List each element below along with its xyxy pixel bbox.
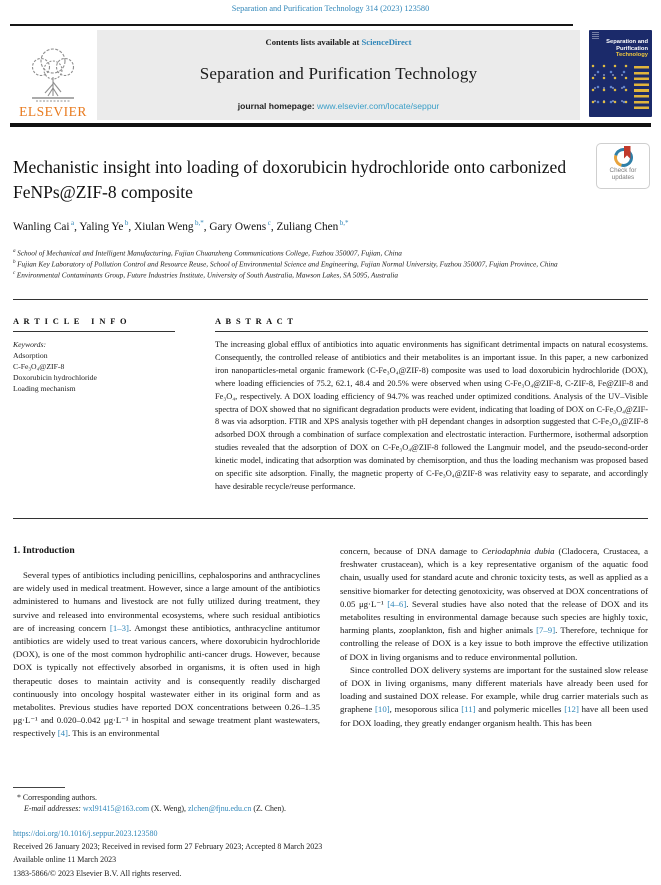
- sciencedirect-link[interactable]: ScienceDirect: [361, 37, 412, 47]
- cover-title-line1: Separation and: [606, 39, 648, 45]
- footer-block: [13, 827, 648, 880]
- cover-title-line3: Technology: [615, 52, 648, 58]
- section-divider: [13, 299, 648, 300]
- doi-link[interactable]: https://doi.org/10.1016/j.seppur.2023.123580: [13, 829, 158, 838]
- contents-prefix-text: Contents lists available at: [265, 37, 362, 47]
- footnote-rule: [13, 787, 65, 788]
- cover-title-line2: Purification: [616, 45, 648, 52]
- journal-title: Separation and Purification Technology: [199, 64, 478, 83]
- intro-left-column: [13, 545, 320, 741]
- journal-cover-thumbnail[interactable]: [589, 30, 652, 117]
- keyword-item: C-Fe₃O₄@ZIF-8: [13, 362, 65, 371]
- article-title: Mechanistic insight into loading of doxorubicin hydrochloride onto carbonized FeNPs@ZIF-8 composite: [13, 157, 567, 202]
- footnote-block: [13, 787, 493, 814]
- intro-paragraph: concern, because of DNA damage to Ceriodaphnia dubia (Cladocera, Crustacea, a freshwater crustacean), which is a key representative organism of the aquatic food chain, usually used for standard acute and chronic toxicity tests, as well as applied as a sensitive biomarker for detecting genotoxicity, was observed at DOX concentrations of 0.05 μg·L⁻¹ [4–6]. Several studies have also noted that the release of DOX and its metabolites resulting in environmental damage because such species are highly toxic, harming plants, zooplankton, fish and higher animals [7–9]. Therefore, technique for controlling the release of DOX is a key issue to both improve the effective utilization of DOX in living organisms and to reduce environmental pollution.: [340, 546, 648, 662]
- intro-paragraph: Since controlled DOX delivery systems are important for the sustained slow release of DOX in living organisms, many different materials have already been used for loading and sustained DOX release. For example, while drug carrier materials such as graphene [10], mesoporous silica [11] and polymeric micelles [12] have all been used for DOX loading, they greatly endanger organism health. This has been: [340, 664, 648, 728]
- page-header-citation: Separation and Purification Technology 314 (2023) 123580: [231, 4, 430, 13]
- received-dates-line: Received 26 January 2023; Received in revised form 27 February 2023; Accepted 8 March 2023: [13, 842, 323, 852]
- keyword-item: Loading mechanism: [13, 384, 76, 393]
- intro-paragraph: Several types of antibiotics including penicillins, cephalosporins and anthracyclines are widely used in medical treatment. However, since a large amount of the antibiotics administered to humans and livestock are not fully utilized during treatment, they survive and released into environmental ecosystems, where such residual antibiotics are of increasing concern [1–3]. Amongst these antibiotics, anthracycline antitumor antibiotics are widely used to treat various cancers, where doxorubicin hydrochloride (DOX), is one of the most common hydrophilic anti-cancer drugs. However, because DOX is typically not effectively absorbed in organisms, it is often used in high therapeutic doses to maintain activity and is consequently readily discharged continuously into oncology hospital wastewater either in its original form and as metabolites. Previous studies have reported DOX concentrations between 0.26–1.35 μg·L⁻¹ and 0.020–0.042 μg·L⁻¹ in hospital and sewage treatment plant wastewaters, respectively [4]. This is an environmental: [13, 570, 320, 739]
- affiliation-text: School of Mechanical and Intelligent Manufacturing, Fujian Chuanzheng Communications College, Fuzhou 350007, Fujian, China: [17, 248, 402, 258]
- abstract-column: [215, 317, 648, 494]
- affiliation-sup: a: [13, 248, 16, 254]
- abstract-heading: A B S T R A C T: [215, 317, 648, 332]
- keyword-item: Doxorubicin hydrochloride: [13, 373, 97, 382]
- homepage-label: journal homepage:: [237, 101, 317, 111]
- header-rule: [10, 24, 573, 26]
- homepage-url-link[interactable]: www.elsevier.com/locate/seppur: [316, 101, 440, 111]
- abstract-text: The increasing global efflux of antibiotics into aquatic environments has significant detrimental impacts on natural ecosystems. Consequently, the controlled release of antibiotics and their metabolites is an important issue. In this paper, a new carbonized iron nanoparticles-metal organic framework (C-Fe₃O₄@ZIF-8) composite was used to load doxorubicin hydrochloride (DOX), where loading efficiencies of 75.2, 62.1, 48.4 and 20.5% were observed when using C-Fe₃O₄@ZIF-8, C-ZIF-8, Fe@ZIF-8 and Fe₃O₄, respectively. A DOX loading efficiency of 94.7% was reached under optimized conditions. Analysis of the UV–Visible spectra of DOX showed that no significant degradation products were evident, indicating that loading of DOX on C-Fe₃O₄@ZIF-8 was via adsorption. FTIR and XPS analysis together with pH dependant changes in adsorption suggested that C-Fe₃O₄@ZIF-8 adsorbed DOX through a combination of surface complexation and electrostatic interaction. Furthermore, isothermal adsorption studies revealed that the adsorption of DOX on C-Fe₃O₄@ZIF-8 followed the Langmuir model, and the pseudo-second-order kinetic model, indicating that adsorption was dominated by chemisorption, and thus the loading mechanism was proposed based on specific site adsorption. Finally, the magnetic property of C-Fe₃O₄@ZIF-8 was relativity easy to separate, and accordingly have desirable recycle/reuse performance.: [215, 340, 648, 491]
- elsevier-logo[interactable]: [10, 31, 96, 120]
- affiliation-sup: c: [13, 270, 16, 277]
- available-online-line: Available online 11 March 2023: [13, 855, 117, 865]
- issn-copyright-line: 1383-5866/© 2023 Elsevier B.V. All rights reserved.: [13, 868, 182, 878]
- affiliation-text: Environmental Contaminants Group, Future Industries Institute, University of South Australia, Mawson Lakes, SA 5095, Australia: [16, 270, 399, 280]
- affiliations: [13, 247, 645, 281]
- cover-elsevier-mark-icon: [592, 32, 599, 40]
- email-addresses-line: E-mail addresses: wxl91415@163.com (X. Weng), zlchen@fjnu.edu.cn (Z. Chen).: [24, 803, 286, 813]
- affiliation-text: Fujian Key Laboratory of Pollution Control and Resource Reuse, School of Environmental Science and Engineering, Fujian Normal University, Fuzhou 350007, Fujian Province, China: [17, 259, 558, 269]
- crossmark-icon: [614, 148, 633, 167]
- affiliation-b: [13, 258, 645, 269]
- journal-masthead: [97, 30, 580, 120]
- affiliation-sup: b: [13, 259, 16, 266]
- affiliation-c: [13, 269, 645, 280]
- masthead-bottom-rule: [10, 123, 651, 127]
- cover-dots-art: [591, 64, 629, 112]
- keyword-item: Adsorption: [13, 351, 48, 360]
- cover-title-block: [606, 39, 648, 59]
- journal-homepage-line: [238, 101, 440, 111]
- check-for-updates-label: Check for updates: [609, 167, 637, 181]
- affiliation-a: [13, 247, 645, 258]
- article-info-column: [13, 317, 175, 394]
- intro-right-column: [340, 545, 648, 730]
- article-info-heading: A R T I C L E I N F O: [13, 317, 175, 332]
- introduction-heading: 1. Introduction: [13, 545, 75, 556]
- elsevier-wordmark: ELSEVIER: [19, 104, 87, 119]
- section-divider: [13, 518, 648, 519]
- cover-bars-art: [634, 66, 649, 110]
- corresponding-authors-note: * Corresponding authors.: [17, 793, 97, 802]
- contents-list-line: [266, 37, 412, 47]
- author-line: Wanling Cai $^a$, Yaling Ye $^b$, Xiulan Weng $^{b,*}$, Gary Owens $^c$, Zuliang Chen $^{b,*}$: [13, 219, 349, 233]
- check-for-updates-badge[interactable]: [596, 143, 650, 189]
- elsevier-tree-icon: [24, 44, 82, 106]
- keywords-label: Keywords:: [13, 340, 47, 349]
